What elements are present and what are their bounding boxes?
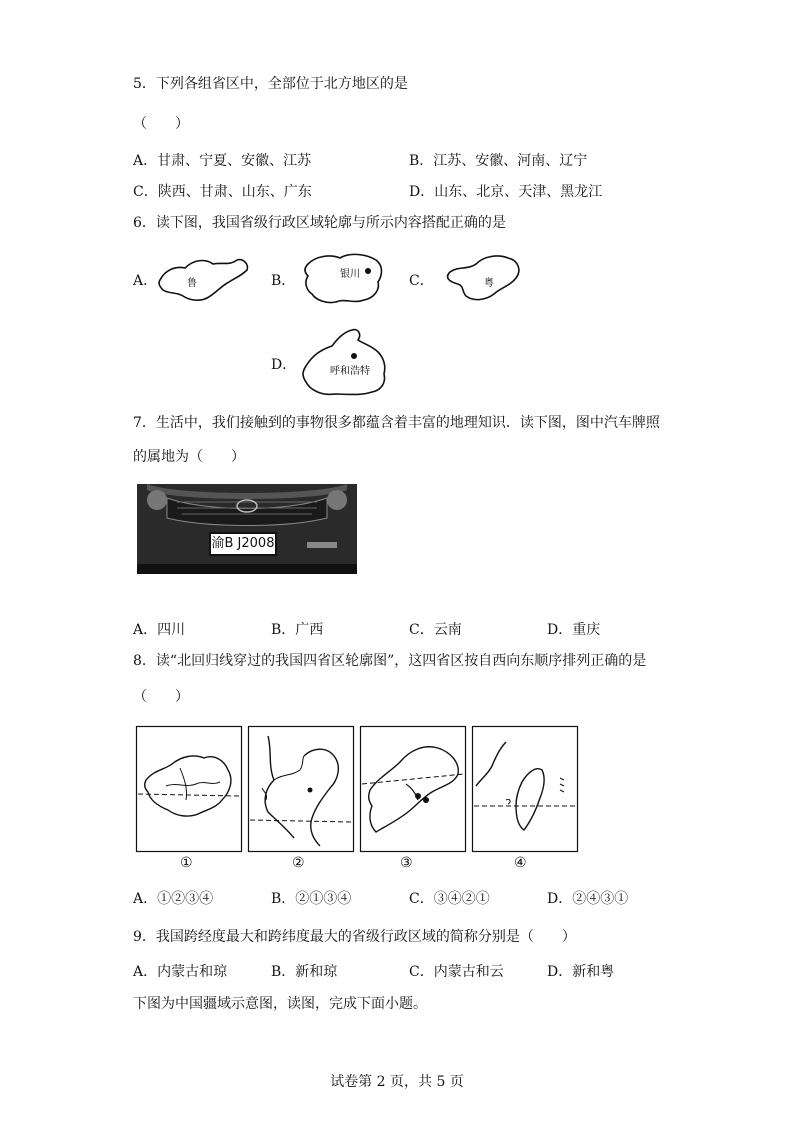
map-1-guangxi xyxy=(136,726,242,852)
page-footer: 试卷第 2 页，共 5 页 xyxy=(330,1074,464,1090)
q5-paren: （ ） xyxy=(133,116,189,132)
q8-stem: 8．读“北回归线穿过的我国四省区轮廓图”，这四省区按自西向东顺序排列正确的是 xyxy=(133,653,647,669)
q6-map-a-label: 鲁 xyxy=(187,278,197,289)
q9-option-b: B．新和琼 xyxy=(271,964,338,980)
q7-option-d: D．重庆 xyxy=(547,622,601,638)
q5-stem: 5．下列各组省区中，全部位于北方地区的是 xyxy=(133,76,408,92)
q8-option-c: C．③④②① xyxy=(409,891,490,907)
q7-option-b: B．广西 xyxy=(271,622,324,638)
map-number-1: ① xyxy=(180,855,193,871)
shandong-outline-map xyxy=(155,252,255,310)
license-plate: 渝B J2008 xyxy=(209,532,277,556)
inner-mongolia-outline-map xyxy=(298,326,392,398)
q5-option-b: B．江苏、安徽、河南、辽宁 xyxy=(409,153,588,169)
q8-option-a: A．①②③④ xyxy=(133,891,214,907)
map-4-taiwan xyxy=(472,726,578,852)
section-intro: 下图为中国疆域示意图，读图，完成下面小题。 xyxy=(133,996,427,1012)
q8-paren: （ ） xyxy=(133,689,189,705)
q6-label-b: B． xyxy=(271,273,296,289)
q7-stem-line1: 7．生活中，我们接触到的事物很多都蕴含着丰富的地理知识．读下图，图中汽车牌照 xyxy=(133,415,660,431)
map-number-2: ② xyxy=(292,855,305,871)
map-number-4: ④ xyxy=(514,855,527,871)
q5-option-c: C．陕西、甘肃、山东、广东 xyxy=(133,184,312,200)
q8-option-b: B．②①③④ xyxy=(271,891,352,907)
q6-label-c: C． xyxy=(409,273,434,289)
map-3-guangdong xyxy=(360,726,466,852)
map-2-yunnan xyxy=(248,726,354,852)
guangdong-outline-map xyxy=(440,250,525,306)
q9-option-a: A．内蒙古和琼 xyxy=(133,964,228,980)
map-number-3: ③ xyxy=(400,855,413,871)
q7-option-c: C．云南 xyxy=(409,622,462,638)
q6-label-a: A． xyxy=(133,273,158,289)
ningxia-outline-map xyxy=(300,250,390,308)
q5-option-a: A．甘肃、宁夏、安徽、江苏 xyxy=(133,153,312,169)
car-license-plate-photo xyxy=(137,484,357,574)
q5-option-d: D．山东、北京、天津、黑龙江 xyxy=(409,184,603,200)
q6-label-d: D． xyxy=(271,357,297,373)
q7-stem-line2: 的属地为（ ） xyxy=(133,449,245,465)
q6-map-b-label: 银川 xyxy=(340,269,360,280)
q9-option-d: D．新和粤 xyxy=(547,964,615,980)
q6-map-c-label: 粤 xyxy=(484,278,494,289)
q9-stem: 9．我国跨经度最大和跨纬度最大的省级行政区域的简称分别是（ ） xyxy=(133,929,576,945)
q7-option-a: A．四川 xyxy=(133,622,186,638)
q8-option-d: D．②④③① xyxy=(547,891,629,907)
q6-stem: 6．读下图，我国省级行政区域轮廓与所示内容搭配正确的是 xyxy=(133,215,506,231)
q9-option-c: C．内蒙古和云 xyxy=(409,964,504,980)
q6-map-d-label: 呼和浩特 xyxy=(330,366,370,377)
